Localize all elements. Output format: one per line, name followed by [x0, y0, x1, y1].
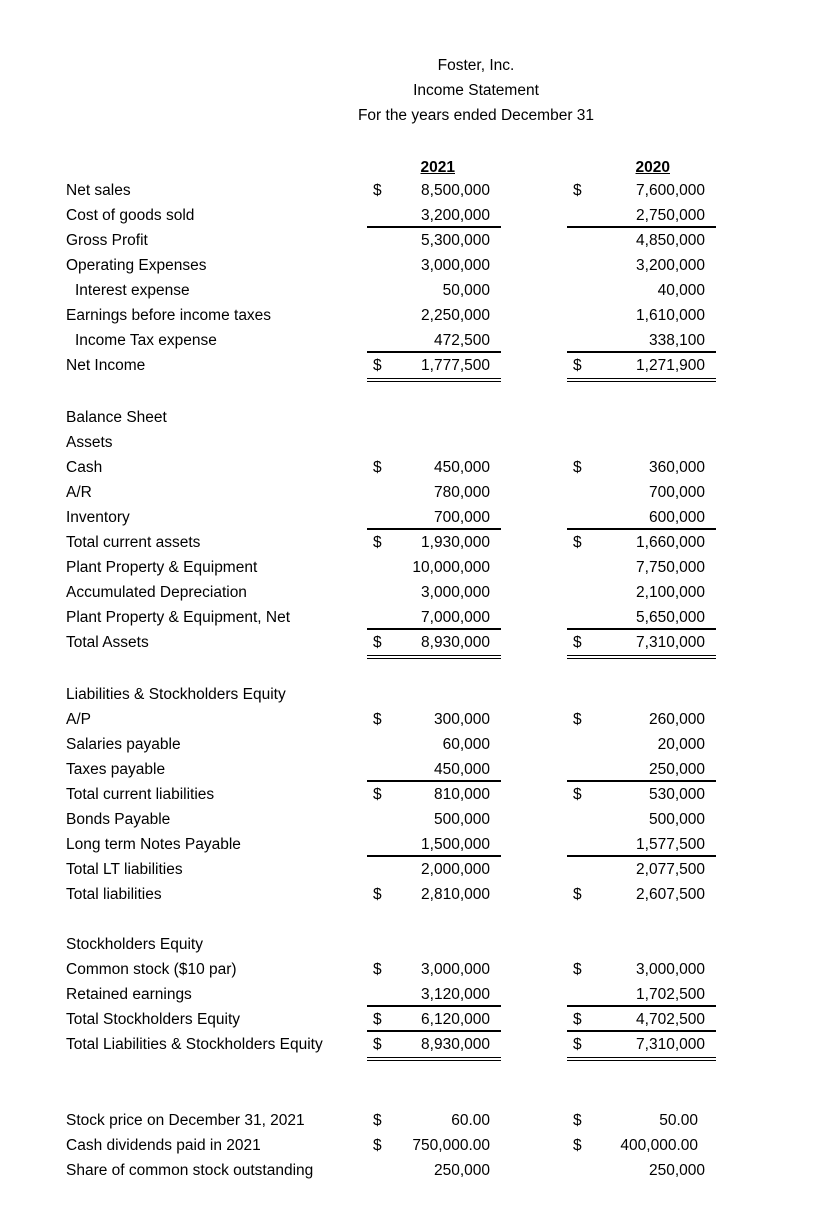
row-label: Inventory: [66, 509, 130, 526]
income-row: [0, 203, 838, 228]
value-cell-2020: [567, 455, 716, 480]
amount-2021: 450,000: [433, 761, 490, 778]
row-label: Income Tax expense: [75, 332, 217, 349]
value-cell-2020: [567, 178, 716, 203]
amount-2021: 300,000: [433, 711, 490, 728]
amount-2020: 20,000: [657, 736, 705, 753]
value-cell-2020: [567, 628, 716, 659]
dollar-sign: $: [573, 182, 582, 199]
amount-2021: 1,777,500: [421, 357, 490, 374]
row-label: Cash: [66, 459, 103, 476]
amount-2020: 1,702,500: [636, 986, 705, 1003]
row-label: Accumulated Depreciation: [66, 584, 247, 601]
value-cell-2021: [367, 605, 501, 630]
amount-2020: 250,000: [648, 1162, 705, 1179]
value-cell-2021: [367, 303, 501, 328]
income-row: [0, 328, 838, 353]
year-header-row: [0, 155, 838, 180]
section-heading: Stockholders Equity: [66, 936, 203, 953]
value-cell-2021: [367, 328, 501, 353]
amount-2020: 400,000.00: [620, 1137, 698, 1154]
value-cell-2020: [567, 780, 716, 807]
company-name: Foster, Inc.: [437, 57, 515, 74]
amount-2021: 2,250,000: [421, 307, 490, 324]
amount-2020: 530,000: [648, 786, 705, 803]
amount-2021: 60.00: [451, 1112, 490, 1129]
income-row: [0, 228, 838, 253]
amount-2020: 600,000: [648, 509, 705, 526]
section-heading: Balance Sheet: [66, 409, 167, 426]
value-cell-2021: [367, 1158, 501, 1183]
amount-2020: 1,577,500: [636, 836, 705, 853]
value-cell-2020: [567, 555, 716, 580]
value-cell-2021: [367, 1005, 501, 1032]
dollar-sign: $: [573, 459, 582, 476]
row-label: Total Assets: [66, 634, 149, 651]
amount-2021: 1,500,000: [421, 836, 490, 853]
asset-row: [0, 480, 838, 505]
dollar-sign: $: [373, 1112, 382, 1129]
amount-2020: 1,610,000: [636, 307, 705, 324]
equity-heading: [0, 932, 838, 957]
row-label: Stock price on December 31, 2021: [66, 1112, 305, 1129]
equity-row: [0, 1032, 838, 1057]
equity-row: [0, 982, 838, 1007]
liability-row: [0, 732, 838, 757]
amount-2021: 2,810,000: [421, 886, 490, 903]
amount-2021: 7,000,000: [421, 609, 490, 626]
value-cell-2020: [567, 505, 716, 530]
value-cell-2021: [367, 628, 501, 659]
amount-2020: 1,660,000: [636, 534, 705, 551]
amount-2021: 8,930,000: [421, 634, 490, 651]
amount-2021: 3,000,000: [421, 961, 490, 978]
value-cell-2021: [367, 226, 501, 253]
value-cell-2020: [567, 303, 716, 328]
liabilities-heading: [0, 682, 838, 707]
asset-row: [0, 555, 838, 580]
asset-row: [0, 530, 838, 555]
amount-2021: 5,300,000: [421, 232, 490, 249]
amount-2021: 50,000: [442, 282, 490, 299]
value-cell-2020: [567, 1030, 716, 1061]
amount-2021: 8,500,000: [421, 182, 490, 199]
amount-2020: 2,100,000: [636, 584, 705, 601]
amount-2021: 3,000,000: [421, 584, 490, 601]
row-label: A/R: [66, 484, 92, 501]
amount-2021: 2,000,000: [421, 861, 490, 878]
value-cell-2021: [367, 957, 501, 982]
amount-2020: 3,000,000: [636, 961, 705, 978]
asset-row: [0, 505, 838, 530]
amount-2020: 4,850,000: [636, 232, 705, 249]
section-heading: Liabilities & Stockholders Equity: [66, 686, 286, 703]
value-cell-2020: [567, 1005, 716, 1032]
dollar-sign: $: [373, 711, 382, 728]
income-row: [0, 178, 838, 203]
amount-2021: 3,120,000: [421, 986, 490, 1003]
dollar-sign: $: [373, 634, 382, 651]
value-cell-2021: [367, 757, 501, 782]
dollar-sign: $: [573, 786, 582, 803]
income-row: [0, 278, 838, 303]
value-cell-2020: [567, 480, 716, 505]
value-cell-2020: [567, 1108, 716, 1133]
amount-2021: 1,930,000: [421, 534, 490, 551]
row-label: Total current assets: [66, 534, 201, 551]
row-label: Retained earnings: [66, 986, 192, 1003]
value-cell-2020: [567, 882, 716, 907]
amount-2020: 360,000: [648, 459, 705, 476]
value-cell-2020: [567, 278, 716, 303]
amount-2020: 338,100: [648, 332, 705, 349]
amount-2021: 3,000,000: [421, 257, 490, 274]
equity-row: [0, 957, 838, 982]
value-cell-2021: [367, 505, 501, 530]
value-cell-2021: [367, 455, 501, 480]
balance-sheet-title: [0, 405, 838, 430]
dollar-sign: $: [373, 1011, 382, 1028]
amount-2021: 8,930,000: [421, 1036, 490, 1053]
value-cell-2021: [367, 278, 501, 303]
row-label: Net Income: [66, 357, 146, 374]
value-cell-2021: [367, 203, 501, 228]
dollar-sign: $: [573, 1112, 582, 1129]
row-label: Cash dividends paid in 2021: [66, 1137, 261, 1154]
value-cell-2021: [367, 1030, 501, 1061]
asset-row: [0, 605, 838, 630]
amount-2020: 50.00: [659, 1112, 698, 1129]
value-cell-2020: [567, 528, 716, 555]
amount-2021: 472,500: [433, 332, 490, 349]
market-data-row: [0, 1158, 838, 1183]
value-cell-2020: [567, 580, 716, 605]
row-label: Total LT liabilities: [66, 861, 183, 878]
value-cell-2021: [367, 732, 501, 757]
value-cell-2020: [567, 351, 716, 382]
value-cell-2021: [367, 882, 501, 907]
income-row: [0, 303, 838, 328]
value-cell-2020: [567, 832, 716, 857]
dollar-sign: $: [573, 961, 582, 978]
dollar-sign: $: [373, 786, 382, 803]
liability-row: [0, 857, 838, 882]
value-cell-2021: [367, 580, 501, 605]
amount-2020: 4,702,500: [636, 1011, 705, 1028]
amount-2020: 7,600,000: [636, 182, 705, 199]
value-cell-2021: [367, 807, 501, 832]
value-cell-2020: [567, 807, 716, 832]
amount-2020: 2,750,000: [636, 207, 705, 224]
amount-2020: 7,750,000: [636, 559, 705, 576]
value-cell-2020: [567, 253, 716, 278]
value-cell-2020: [567, 957, 716, 982]
liability-row: [0, 782, 838, 807]
value-cell-2021: [367, 832, 501, 857]
market-data-row: [0, 1133, 838, 1158]
value-cell-2021: [367, 253, 501, 278]
amount-2020: 250,000: [648, 761, 705, 778]
row-label: Cost of goods sold: [66, 207, 195, 224]
row-label: Interest expense: [75, 282, 190, 299]
liability-row: [0, 882, 838, 907]
year-2020-heading: 2020: [635, 159, 670, 176]
row-label: Salaries payable: [66, 736, 181, 753]
amount-2020: 500,000: [648, 811, 705, 828]
dollar-sign: $: [373, 459, 382, 476]
row-label: Plant Property & Equipment, Net: [66, 609, 291, 626]
dollar-sign: $: [573, 1137, 582, 1154]
row-label: Total current liabilities: [66, 786, 215, 803]
value-cell-2020: [567, 707, 716, 732]
dollar-sign: $: [373, 534, 382, 551]
liability-row: [0, 707, 838, 732]
amount-2021: 10,000,000: [412, 559, 490, 576]
dollar-sign: $: [573, 534, 582, 551]
amount-2021: 450,000: [433, 459, 490, 476]
value-cell-2020: [567, 203, 716, 228]
amount-2021: 500,000: [433, 811, 490, 828]
dollar-sign: $: [573, 886, 582, 903]
value-cell-2021: [367, 1133, 501, 1158]
amount-2021: 780,000: [433, 484, 490, 501]
value-cell-2021: [367, 178, 501, 203]
statement-title: Income Statement: [413, 82, 539, 99]
value-cell-2021: [367, 480, 501, 505]
liability-row: [0, 757, 838, 782]
value-cell-2020: [567, 855, 716, 882]
value-cell-2020: [567, 605, 716, 630]
statement-header: [0, 53, 838, 128]
amount-2021: 3,200,000: [421, 207, 490, 224]
dollar-sign: $: [573, 1036, 582, 1053]
dollar-sign: $: [373, 357, 382, 374]
amount-2020: 2,607,500: [636, 886, 705, 903]
value-cell-2021: [367, 780, 501, 807]
amount-2021: 60,000: [442, 736, 490, 753]
assets-heading: [0, 430, 838, 455]
asset-row: [0, 630, 838, 655]
dollar-sign: $: [573, 634, 582, 651]
amount-2020: 5,650,000: [636, 609, 705, 626]
dollar-sign: $: [373, 886, 382, 903]
dollar-sign: $: [573, 357, 582, 374]
amount-2020: 40,000: [657, 282, 705, 299]
amount-2020: 3,200,000: [636, 257, 705, 274]
amount-2020: 2,077,500: [636, 861, 705, 878]
dollar-sign: $: [373, 1137, 382, 1154]
liability-row: [0, 832, 838, 857]
value-cell-2020: [567, 982, 716, 1007]
value-cell-2021: [367, 982, 501, 1007]
amount-2020: 700,000: [648, 484, 705, 501]
liability-row: [0, 807, 838, 832]
row-label: Operating Expenses: [66, 257, 207, 274]
value-cell-2020: [567, 328, 716, 353]
value-cell-2020: [567, 732, 716, 757]
amount-2021: 700,000: [433, 509, 490, 526]
row-label: Earnings before income taxes: [66, 307, 272, 324]
value-cell-2021: [367, 1108, 501, 1133]
amount-2020: 1,271,900: [636, 357, 705, 374]
value-cell-2020: [567, 1133, 716, 1158]
row-label: Total Liabilities & Stockholders Equity: [66, 1036, 323, 1053]
statement-period: For the years ended December 31: [357, 107, 595, 124]
amount-2020: 7,310,000: [636, 1036, 705, 1053]
row-label: Gross Profit: [66, 232, 148, 249]
value-cell-2021: [367, 707, 501, 732]
dollar-sign: $: [373, 1036, 382, 1053]
row-label: Total liabilities: [66, 886, 162, 903]
row-label: Bonds Payable: [66, 811, 171, 828]
asset-row: [0, 580, 838, 605]
row-label: Taxes payable: [66, 761, 166, 778]
row-label: Plant Property & Equipment: [66, 559, 258, 576]
value-cell-2020: [567, 1158, 716, 1183]
row-label: A/P: [66, 711, 91, 728]
value-cell-2020: [567, 226, 716, 253]
value-cell-2021: [367, 855, 501, 882]
amount-2020: 7,310,000: [636, 634, 705, 651]
year-2021-heading: 2021: [420, 159, 455, 176]
value-cell-2020: [567, 757, 716, 782]
equity-row: [0, 1007, 838, 1032]
section-heading: Assets: [66, 434, 113, 451]
row-label: Common stock ($10 par): [66, 961, 237, 978]
value-cell-2021: [367, 528, 501, 555]
amount-2021: 750,000.00: [412, 1137, 490, 1154]
value-cell-2021: [367, 351, 501, 382]
row-label: Net sales: [66, 182, 131, 199]
dollar-sign: $: [573, 711, 582, 728]
dollar-sign: $: [373, 182, 382, 199]
income-row: [0, 353, 838, 378]
amount-2021: 810,000: [433, 786, 490, 803]
row-label: Total Stockholders Equity: [66, 1011, 241, 1028]
amount-2021: 250,000: [433, 1162, 490, 1179]
amount-2021: 6,120,000: [421, 1011, 490, 1028]
asset-row: [0, 455, 838, 480]
amount-2020: 260,000: [648, 711, 705, 728]
market-data-row: [0, 1108, 838, 1133]
row-label: Long term Notes Payable: [66, 836, 241, 853]
income-row: [0, 253, 838, 278]
dollar-sign: $: [373, 961, 382, 978]
value-cell-2021: [367, 555, 501, 580]
dollar-sign: $: [573, 1011, 582, 1028]
row-label: Share of common stock outstanding: [66, 1162, 314, 1179]
